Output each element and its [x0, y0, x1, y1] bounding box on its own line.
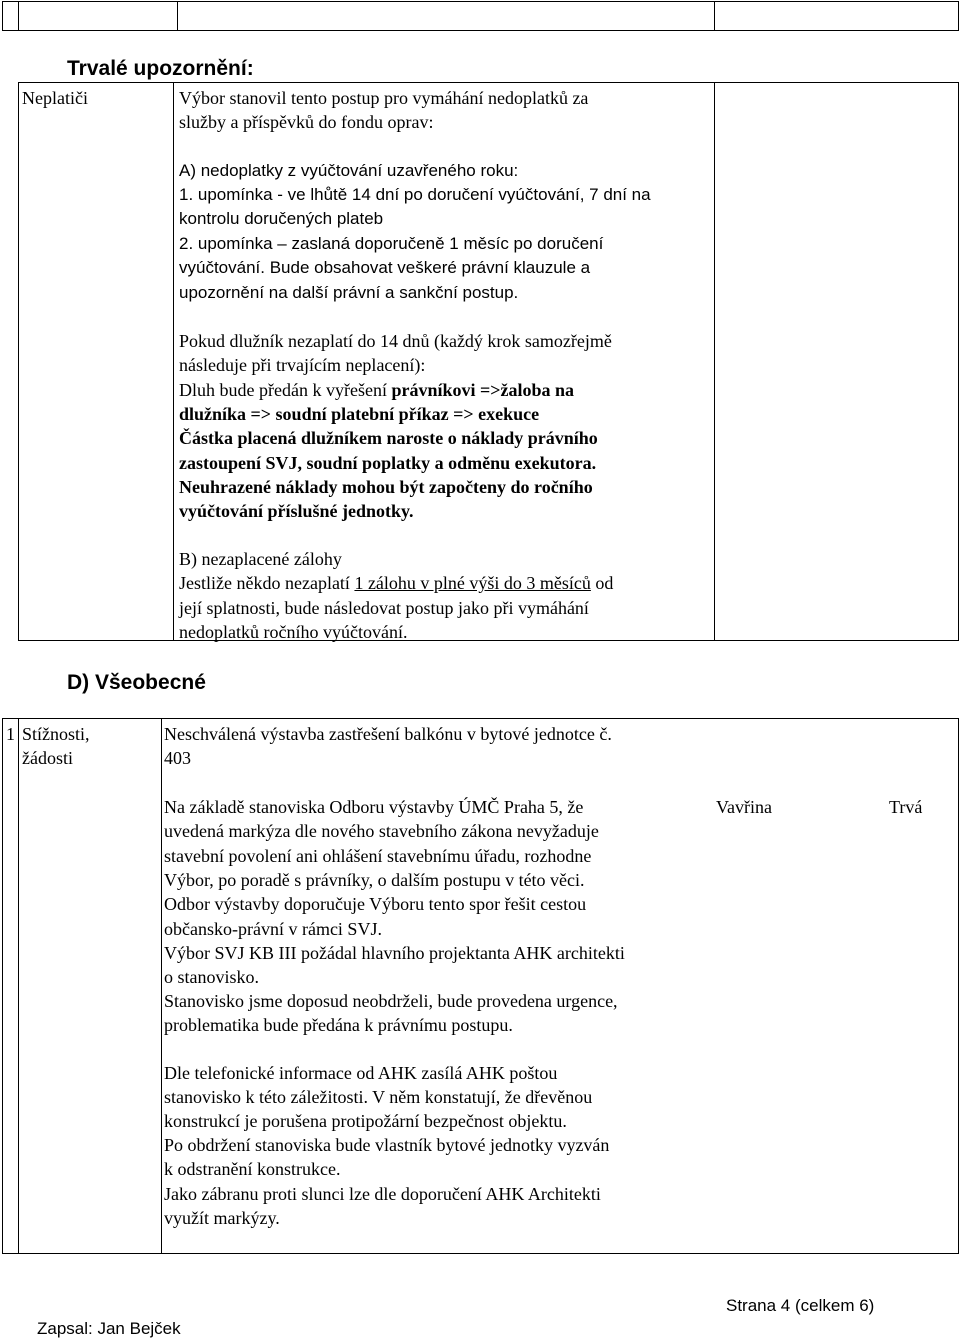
complaint-update-line: Po obdržení stanoviska bude vlastník bytové jednotky vyzván	[164, 1135, 610, 1155]
row-number: 1	[6, 724, 15, 744]
complaint-title: 403	[164, 748, 191, 768]
complaint-body-line: Výbor SVJ KB III požádal hlavního projektanta AHK architekti	[164, 943, 625, 963]
section-a-line: vyúčtování. Bude obsahovat veškeré právní klauzule a	[179, 258, 591, 277]
procedure-line: následuje při trvajícím neplacení):	[179, 355, 426, 375]
complaint-body-line: občansko-právní v rámci SVJ.	[164, 919, 382, 939]
status-text: Trvá	[889, 797, 923, 817]
responsible-person: Vavřina	[716, 797, 772, 817]
intro-line: Výbor stanovil tento postup pro vymáhání nedoplatků za	[179, 88, 589, 108]
procedure-line: Částka placená dlužníkem naroste o náklady právního	[179, 428, 598, 448]
procedure-line: Dluh bude předán k vyřešení právníkovi =>žaloba na	[179, 380, 575, 400]
complaint-label: žádosti	[22, 748, 73, 768]
intro-line: služby a příspěvků do fondu oprav:	[179, 112, 434, 132]
section-b-line: B) nezaplacené zálohy	[179, 549, 342, 569]
complaint-body-line: Na základě stanoviska Odboru výstavby ÚMČ Praha 5, že	[164, 797, 584, 817]
section-a-line: 1. upomínka - ve lhůtě 14 dní po doručení vyúčtování, 7 dní na	[179, 185, 651, 204]
procedure-line: zastoupení SVJ, soudní poplatky a odměnu exekutora.	[179, 453, 597, 473]
complaint-body-line: Výbor, po poradě s právníky, o dalším postupu v této věci.	[164, 870, 585, 890]
complaint-body-line: problematika bude předána k právnímu postupu.	[164, 1015, 513, 1035]
footer-author: Zapsal: Jan Bejček	[37, 1319, 181, 1338]
complaint-update-line: k odstranění konstrukce.	[164, 1159, 341, 1179]
complaint-title: Neschválená výstavba zastřešení balkónu v bytové jednotce č.	[164, 724, 612, 744]
section-a-line: 2. upomínka – zaslaná doporučeně 1 měsíc po doručení	[179, 234, 604, 253]
complaint-body-line: Odbor výstavby doporučuje Výboru tento spor řešit cestou	[164, 894, 587, 914]
permanent-notice-heading: Trvalé upozornění:	[67, 57, 254, 80]
complaint-update-line: stanovisko k této záležitosti. V něm konstatují, že dřevěnou	[164, 1087, 593, 1107]
complaint-body-line: stavební povolení ani ohlášení stavebnímu úřadu, rozhodne	[164, 846, 592, 866]
complaint-body-line: o stanovisko.	[164, 967, 260, 987]
neplatici-label: Neplatiči	[22, 88, 88, 108]
general-section-heading: D) Všeobecné	[67, 671, 206, 694]
section-a-line: A) nedoplatky z vyúčtování uzavřeného roku:	[179, 161, 519, 180]
section-a-line: upozornění na další právní a sankční postup.	[179, 283, 519, 302]
section-b-line: její splatnosti, bude následovat postup jako při vymáhání	[179, 598, 589, 618]
complaint-body-line: Stanovisko jsme doposud neobdrželi, bude provedena urgence,	[164, 991, 618, 1011]
section-b-line: nedoplatků ročního vyúčtování.	[179, 622, 408, 642]
complaint-update-line: konstrukcí je porušena protipožární bezpečnost objektu.	[164, 1111, 567, 1131]
complaint-body-line: uvedená markýza dle nového stavebního zákona nevyžaduje	[164, 821, 599, 841]
complaint-update-line: Jako zábranu proti slunci lze dle doporučení AHK Architekti	[164, 1184, 601, 1204]
procedure-line: Neuhrazené náklady mohou být započteny do ročního	[179, 477, 593, 497]
procedure-line: vyúčtování příslušné jednotky.	[179, 501, 414, 521]
complaint-update-line: využít markýzy.	[164, 1208, 280, 1228]
procedure-line: dlužníka => soudní platební příkaz => exekuce	[179, 404, 540, 424]
complaint-update-line: Dle telefonické informace od AHK zasílá AHK poštou	[164, 1063, 558, 1083]
section-a-line: kontrolu doručených plateb	[179, 209, 384, 228]
complaint-label: Stížnosti,	[22, 724, 90, 744]
procedure-line: Pokud dlužník nezaplatí do 14 dnů (každý krok samozřejmě	[179, 331, 612, 351]
section-b-line: Jestliže někdo nezaplatí 1 zálohu v plné výši do 3 měsíců od	[179, 573, 614, 593]
page-number: Strana 4 (celkem 6)	[726, 1296, 875, 1315]
